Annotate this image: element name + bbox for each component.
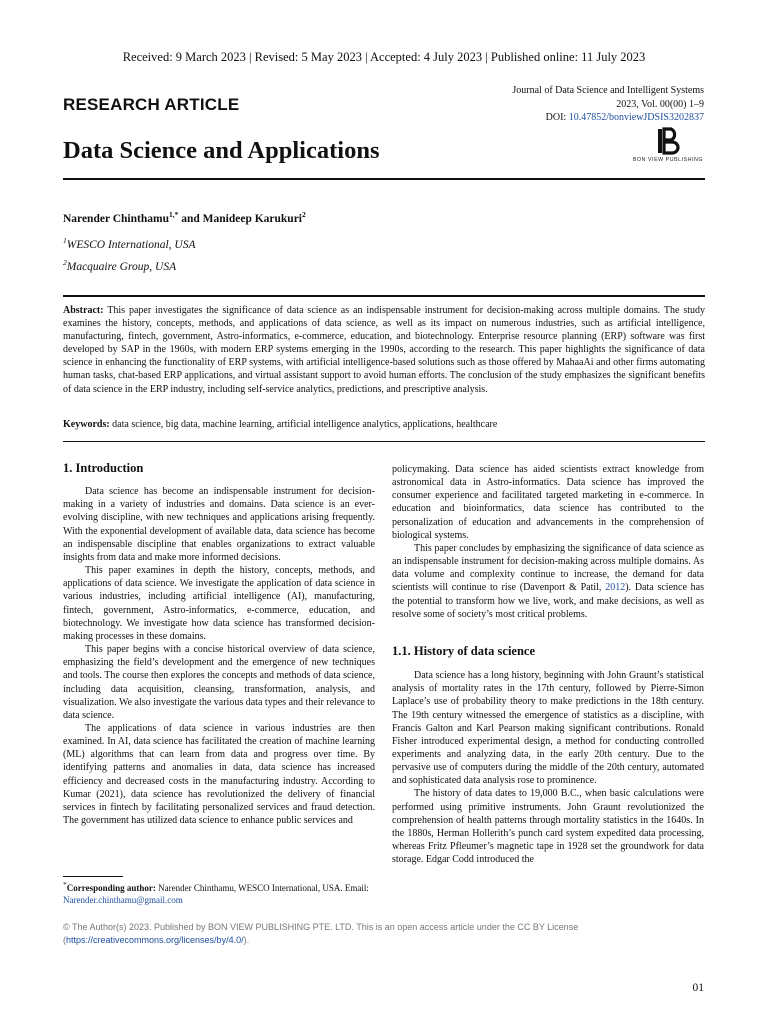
keywords-divider xyxy=(63,441,705,442)
intro-paragraph-4: The applications of data science in various industries are then examined. In AI, data science has facilitated the creation of machine learning (ML) algorithms that can learn from data and progress over time. By identifying patterns and anomalies in data, data science has increased efficiency and decreased costs in the manufacturing industry. According to Kumar (2021), data science has revolutionized the delivery of financial services in fintech by facilitating personalized services and fraud detection. The government has utilized data science to enhance public services and xyxy=(63,722,375,827)
author-2-affiliation: 2 xyxy=(302,210,306,219)
history-heading: 1.1. History of data science xyxy=(392,643,536,658)
email-link[interactable]: Narender.chinthamu@gmail.com xyxy=(63,894,183,905)
author-list xyxy=(63,210,306,225)
copyright-notice xyxy=(63,921,708,946)
journal-volume: 2023, Vol. 00(00) 1–9 xyxy=(616,98,704,110)
introduction-heading: 1. Introduction xyxy=(63,461,144,475)
publisher-logo xyxy=(631,127,705,163)
abstract-text: This paper investigates the significance of data science as an indispensable instrument for decision-making across multiple domains. The study examines the history, concepts, methods, and applications of data science, as well as its impact on numerous industries, such as artificial intelligence, manufacturing, fintech, government, Astro-informatics, e-commerce, education, and biotechnology. Enterprise resource planning (ERP) software was first developed by SAP in the 1960s, with modern ERP systems emerging in the 1990s, according to the research. This paper highlights the significance of data science in enhancing the functionality of ERP systems, with artificial intelligence-based solutions such as those offered by MahaaAi and other firms automating human tasks, chat-based ERP applications, and virtual assistant support to avoid human efforts. The conclusion of the study emphasizes the significant benefits of data science in the ERP industry, including self-service analytics, predictions, and prescriptive analysis. xyxy=(63,305,705,395)
intro-paragraph-5-text-end: ). Data science has the potential to transform how we live, work, and make decisions, as well as resolve some of society’s most critical problems. xyxy=(392,582,704,620)
affiliation-2-text: Macquaire Group, USA xyxy=(66,260,177,273)
keywords xyxy=(63,419,705,430)
citation-link[interactable]: 2012 xyxy=(605,582,626,594)
author-1: Narender Chinthamu xyxy=(63,212,169,225)
author-conjunction: and xyxy=(178,212,203,225)
abstract-top-divider xyxy=(63,295,705,297)
affiliation-1 xyxy=(63,236,195,251)
journal-name: Journal of Data Science and Intelligent Systems xyxy=(512,85,704,96)
article-type: RESEARCH ARTICLE xyxy=(63,95,240,114)
keywords-label: Keywords: xyxy=(63,419,110,430)
publisher-logo-icon xyxy=(655,127,681,155)
intro-paragraph-4-continued: policymaking. Data science has aided scientists extract knowledge from astronomical data in Astro-informatics. Data science has improved the consumer experience and facilitated targeted marketing in e-commerce. In education and bioinformatics, data science has contributed to the personalization of education and advancements in the comprehension of biological systems. xyxy=(392,464,704,541)
footnote-marker: * xyxy=(63,880,67,889)
affiliation-1-text: WESCO International, USA xyxy=(66,238,196,251)
intro-paragraph-3: This paper begins with a concise historical overview of data science, emphasizing the field’s development and the emergence of new techniques and tools. The course then explores the concepts and methods of data science, including data acquisition, cleansing, transformation, analysis, and visualization. We also investigate the various data types and their relevance to data science. xyxy=(63,644,375,721)
title-divider xyxy=(63,178,705,180)
paper-title: Data Science and Applications xyxy=(63,137,380,164)
doi-link[interactable]: 10.47852/bonviewJDSIS3202837 xyxy=(568,112,704,123)
right-column xyxy=(392,463,704,866)
intro-paragraph-1: Data science has become an indispensable instrument for decision-making in a variety of industries and domains. Data science is an ever-evolving discipline, with new techniques and applications arising frequently. With the exponential development of available data, data science has become an indispensable discipline that enables organizations to extract valuable insights from data and make more informed decisions. xyxy=(63,486,375,563)
intro-paragraph-5-text: This paper concludes by emphasizing the significance of data science as an indispensable instrument for decision-making across multiple domains. As data volume and complexity continue to increase, the demand for data scientists will continue to rise (Davenport & Patil, xyxy=(392,542,704,594)
publisher-logo-text: BON VIEW PUBLISHING xyxy=(632,157,704,163)
affiliation-2-marker: 2 xyxy=(63,258,67,267)
footnote-divider xyxy=(63,876,123,877)
license-link[interactable]: https://creativecommons.org/licenses/by/4.0/ xyxy=(66,934,244,945)
footnote-label: Corresponding author: xyxy=(66,883,156,893)
left-column xyxy=(63,462,375,827)
intro-paragraph-5 xyxy=(392,542,704,621)
footnote-text: Narender Chinthamu, WESCO International, USA. Email: xyxy=(155,883,369,893)
affiliation-2 xyxy=(63,258,176,273)
affiliation-1-marker: 1 xyxy=(63,236,67,245)
page-number: 01 xyxy=(692,982,704,994)
copyright-text: © The Author(s) 2023. Published by BON VIEW PUBLISHING PTE. LTD. This is an open access article under the CC BY License ( xyxy=(63,922,579,945)
author-1-affiliation: 1,* xyxy=(168,210,179,219)
doi-line xyxy=(512,111,704,125)
publication-dates: Received: 9 March 2023 | Revised: 5 May 2023 | Accepted: 4 July 2023 | Published online: 11 July 2023 xyxy=(122,50,646,64)
history-paragraph-1: Data science has a long history, beginning with John Graunt’s statistical analysis of mortality rates in the 17th century, followed by Pierre-Simon Laplace’s use of probability theory to make predictions in the 18th century. The 19th century witnessed the emergence of statistics as a discipline, with Francis Galton and Karl Pearson making significant contributions. Ronald Fisher introduced experimental design, a method for conducting controlled experiments and analyzing data, in the early 20th century. Due to the pervasive use of computers during the middle of the 20th century, automated and sophisticated data analysis rose to prominence. xyxy=(392,670,704,787)
keywords-text: data science, big data, machine learning, artificial intelligence analytics, applications, healthcare xyxy=(112,419,498,430)
journal-info xyxy=(512,84,704,125)
history-paragraph-2: The history of data dates to 19,000 B.C., when basic calculations were performed using primitive instruments. John Graunt revolutionized the comprehension of health patterns through mortality statistics in the 1640s. In the 1880s, Herman Hollerith’s punch card system expedited data processing, whereas Fritz Pfleumer’s magnetic tape in 1928 set the groundwork for data storage. Edgar Codd introduced the xyxy=(392,788,704,866)
author-2: Manideep Karukuri xyxy=(202,212,302,225)
intro-paragraph-2: This paper examines in depth the history, concepts, methods, and applications of data science. We investigate the application of data science in various industries, including artificial intelligence (AI), manufacturing, fintech, government, Astro-informatics, e-commerce, education, and biotechnology. We investigate how data science has transformed decision-making processes in these domains. xyxy=(63,565,375,642)
doi-label: DOI: xyxy=(545,112,567,123)
copyright-end: ). xyxy=(243,934,250,945)
abstract-label: Abstract: xyxy=(63,305,104,316)
corresponding-author-footnote xyxy=(63,879,375,906)
abstract xyxy=(63,304,705,396)
